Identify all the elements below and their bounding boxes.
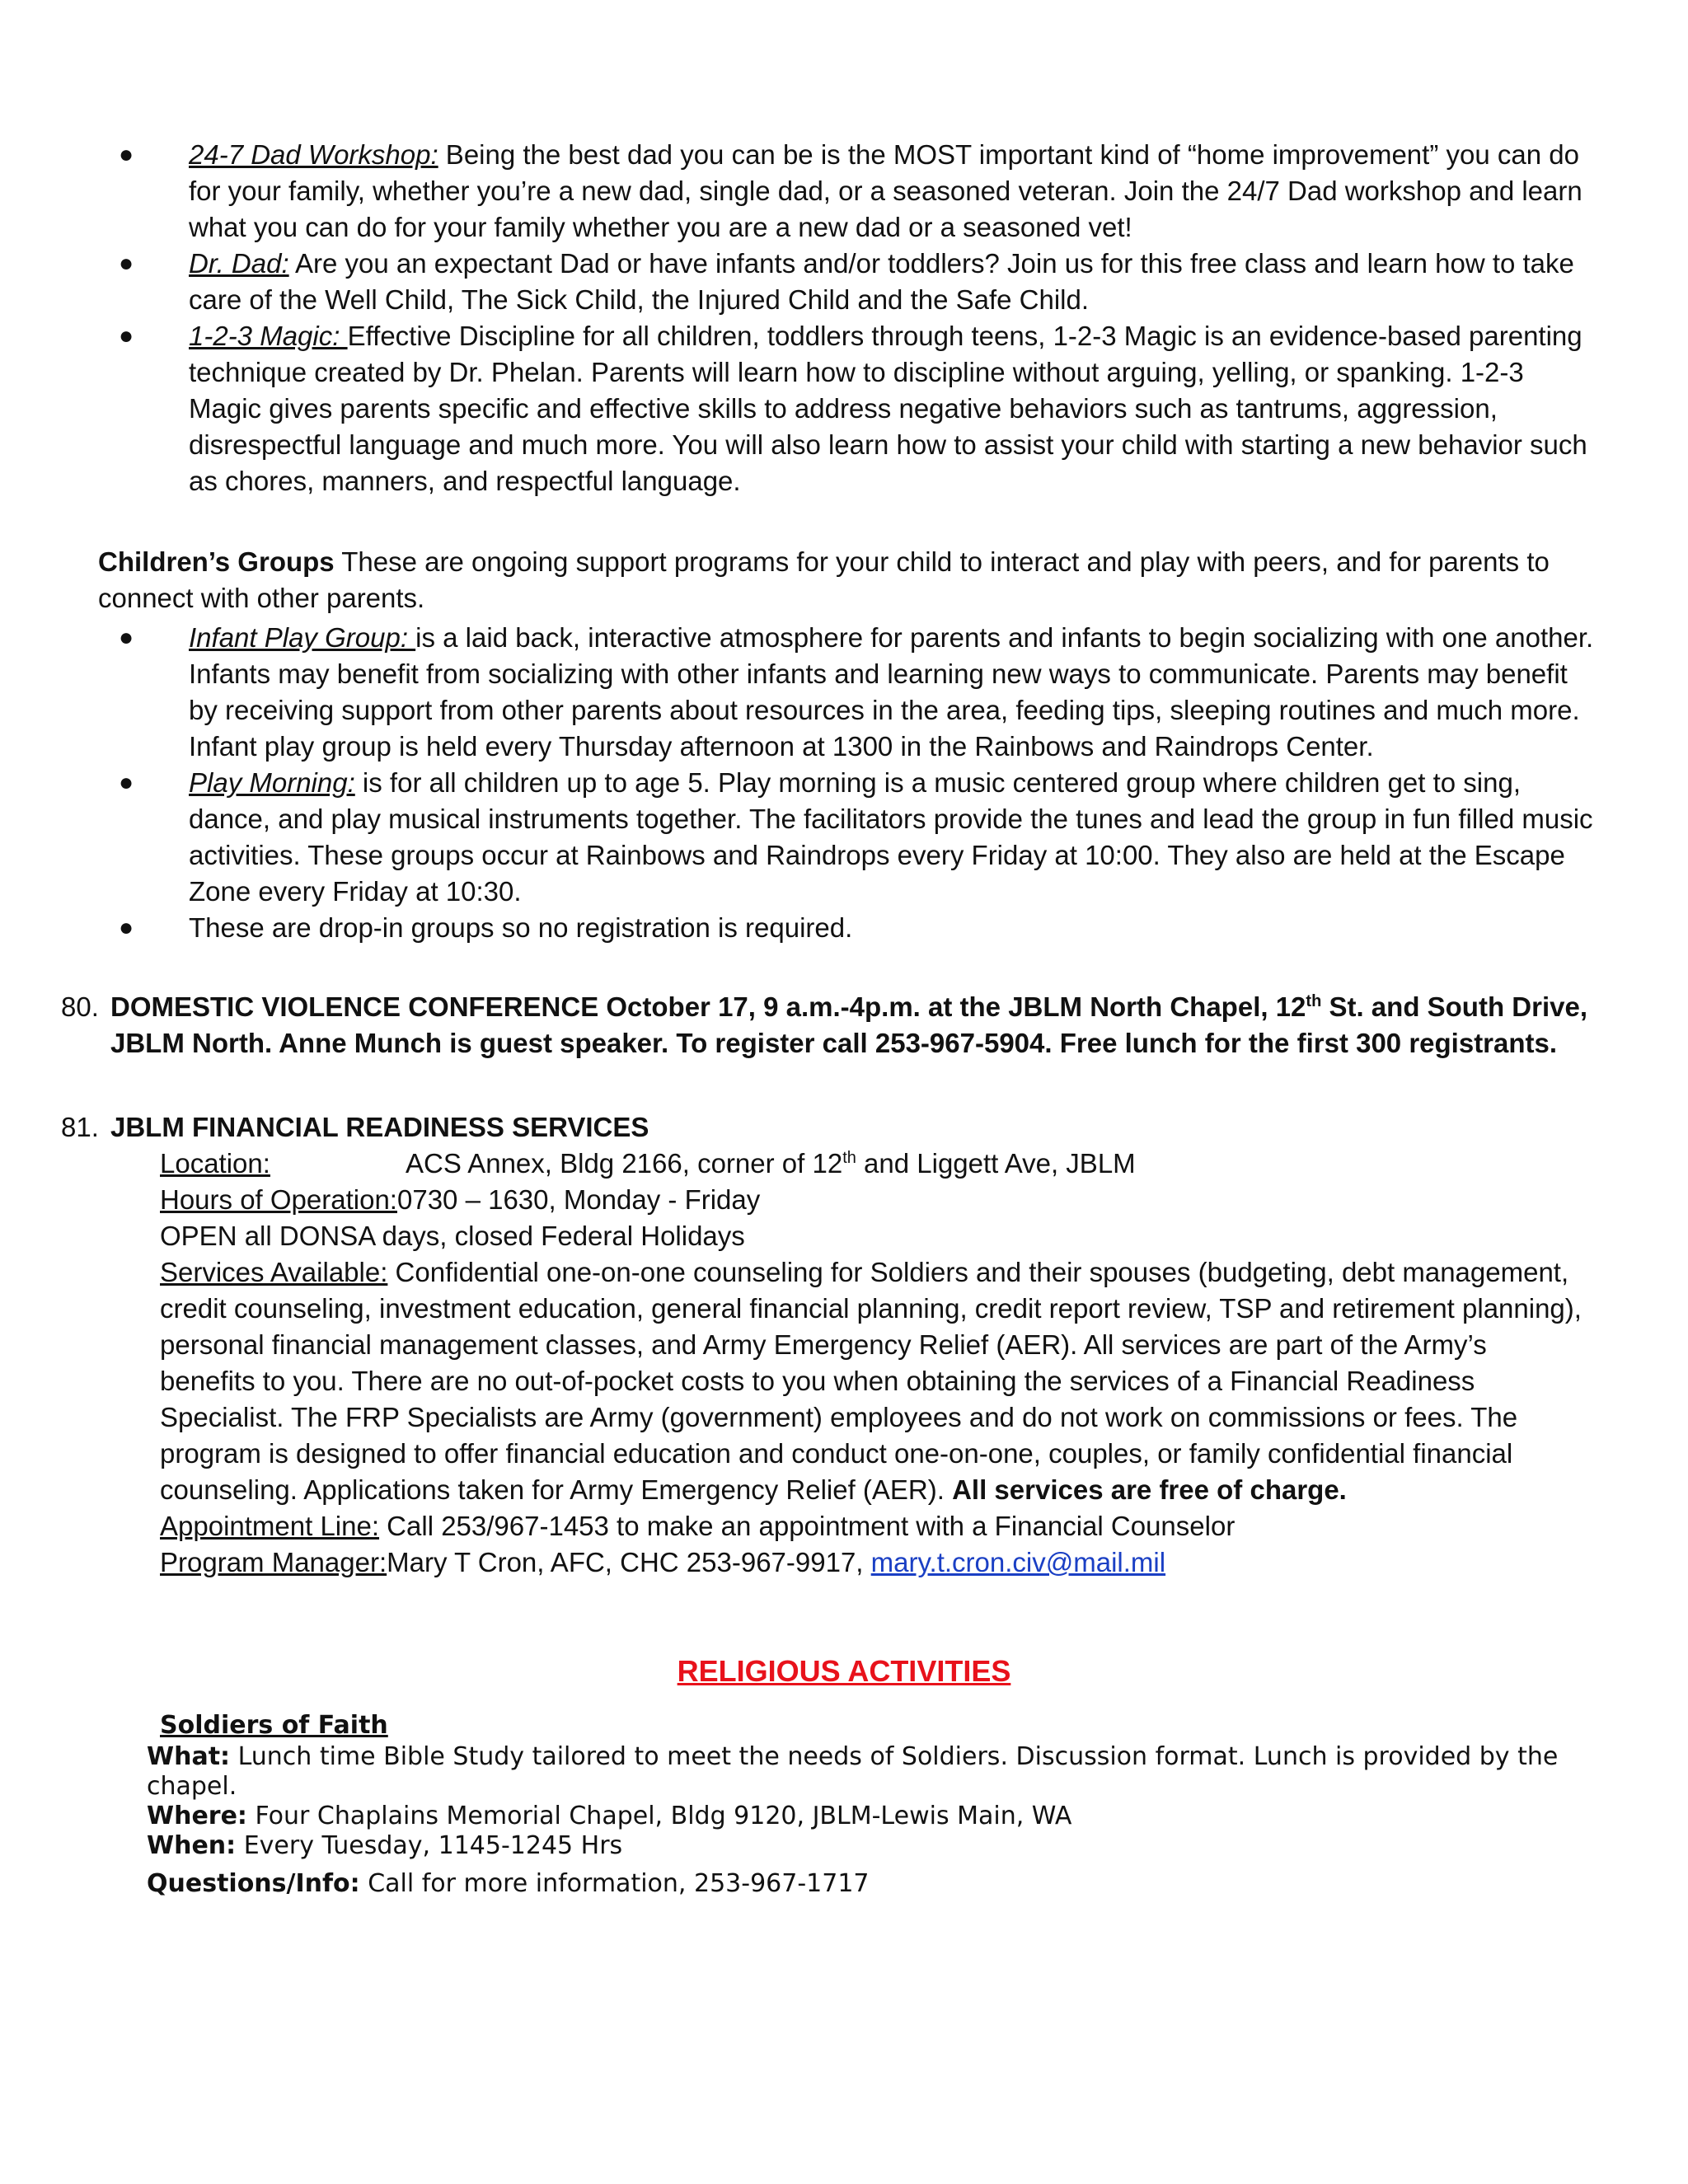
section-heading: Children’s Groups xyxy=(98,546,335,577)
section-intro-text: These are ongoing support programs for your child to interact and play with peers, and for parents to connect with other parents. xyxy=(98,546,1550,613)
childrens-groups-list xyxy=(119,620,1594,946)
group-title: Play Morning: xyxy=(189,767,355,798)
list-item xyxy=(119,318,1594,499)
program-title: Dr. Dad: xyxy=(189,248,289,279)
item-81-title: JBLM FINANCIAL READINESS SERVICES xyxy=(110,1112,649,1142)
questions-label: Questions/Info: xyxy=(147,1869,360,1898)
where-line xyxy=(147,1802,1581,1831)
numbered-item-80 xyxy=(61,989,1602,1062)
when-line xyxy=(147,1831,1581,1861)
bullet-icon: ● xyxy=(119,322,134,349)
bullet-icon: ● xyxy=(119,250,134,277)
manager-label: Program Manager: xyxy=(160,1547,387,1577)
bullet-icon: ● xyxy=(119,624,134,651)
services-paragraph xyxy=(160,1254,1586,1508)
group-description: is for all children up to age 5. Play morning is a music centered group where children get to sing, dance, and play musical instruments together. The facilitators provide the tunes and lead the group in fun filled music activities. These groups occur at Rainbows and Raindrops every Friday at 10:00. They also are held at the Escape Zone every Friday at 10:30. xyxy=(189,767,1593,907)
appointment-label: Appointment Line: xyxy=(160,1511,380,1541)
group-title: Soldiers of Faith xyxy=(160,1711,388,1740)
what-text: Lunch time Bible Study tailored to meet the needs of Soldiers. Discussion format. Lunch is provided by the chapel. xyxy=(147,1742,1559,1801)
location-value-a: ACS Annex, Bldg 2166, corner of 12 xyxy=(406,1148,843,1179)
group-title: Infant Play Group: xyxy=(189,622,416,653)
what-label: What: xyxy=(147,1742,231,1771)
location-value-b: and Liggett Ave, JBLM xyxy=(856,1148,1136,1179)
list-item xyxy=(119,765,1594,910)
program-title: 1-2-3 Magic: xyxy=(189,321,348,351)
hours-label: Hours of Operation: xyxy=(160,1184,397,1215)
childrens-groups-section xyxy=(98,544,1594,946)
questions-line xyxy=(147,1869,1581,1899)
group-description: These are drop-in groups so no registration is required. xyxy=(189,912,853,943)
services-free-note: All services are free of charge. xyxy=(952,1474,1347,1505)
childrens-groups-intro xyxy=(98,544,1594,616)
hours-row xyxy=(160,1182,1586,1218)
numbered-item-81 xyxy=(61,1109,1602,1581)
item-80-text-part-b: St. and South Drive, JBLM North. Anne Munch is guest speaker. To register call 253-967-5904. Free lunch for the first 300 registrants. xyxy=(110,991,1587,1058)
what-line xyxy=(147,1742,1581,1802)
program-title: 24-7 Dad Workshop: xyxy=(189,139,438,170)
when-text: Every Tuesday, 1145-1245 Hrs xyxy=(236,1831,623,1860)
where-text: Four Chaplains Memorial Chapel, Bldg 9120, JBLM-Lewis Main, WA xyxy=(246,1802,1072,1830)
item-number: 81. xyxy=(61,1112,99,1142)
location-row xyxy=(160,1146,1586,1182)
dad-programs-list xyxy=(119,137,1594,499)
item-80-text xyxy=(110,989,1602,1062)
item-number: 80. xyxy=(61,991,99,1022)
location-value xyxy=(406,1146,1136,1182)
services-text: Confidential one-on-one counseling for Soldiers and their spouses (budgeting, debt management, credit counseling, investment education, general financial planning, credit report review, TSP and retirement planning), personal financial management classes, and Army Emergency Relief (AER). All services are part of the Army’s benefits to you. There are no out-of-pocket costs to you when obtaining the services of a Financial Readiness Specialist. The FRP Specialists are Army (government) employees and do not work on commissions or fees. The program is designed to offer financial education and conduct one-on-one, couples, or family confidential financial counseling. Applications taken for Army Emergency Relief (AER). xyxy=(160,1257,1582,1505)
list-item xyxy=(119,910,1594,946)
dad-programs-section xyxy=(119,137,1594,499)
program-manager-row xyxy=(160,1544,1586,1581)
manager-text: Mary T Cron, AFC, CHC 253-967-9917, xyxy=(387,1547,871,1577)
religious-activities-heading: RELIGIOUS ACTIVITIES xyxy=(677,1654,1011,1688)
bullet-icon: ● xyxy=(119,914,134,941)
questions-text: Call for more information, 253-967-1717 xyxy=(359,1869,870,1898)
list-item xyxy=(119,620,1594,765)
appointment-text: Call 253/967-1453 to make an appointment with a Financial Counselor xyxy=(379,1511,1236,1541)
appointment-row xyxy=(160,1508,1586,1544)
manager-email-link[interactable]: mary.t.cron.civ@mail.mil xyxy=(870,1547,1166,1577)
program-description: Effective Discipline for all children, toddlers through teens, 1-2-3 Magic is an evidence-based parenting technique created by Dr. Phelan. Parents will learn how to discipline without arguing, yelling, or spanking. 1-2-3 Magic gives parents specific and effective skills to address negative behaviors such as tantrums, aggression, disrespectful language and much more. You will also learn how to assist your child with starting a new behavior such as chores, manners, and respectful language. xyxy=(189,321,1587,496)
program-description: Are you an expectant Dad or have infants and/or toddlers? Join us for this free class and learn how to take care of the Well Child, The Sick Child, the Injured Child and the Safe Child. xyxy=(189,248,1574,315)
list-item xyxy=(119,137,1594,246)
item-80-text-part-a: DOMESTIC VIOLENCE CONFERENCE October 17, 9 a.m.-4p.m. at the JBLM North Chapel, 12 xyxy=(110,991,1306,1022)
open-days-line: OPEN all DONSA days, closed Federal Holidays xyxy=(160,1221,745,1251)
when-label: When: xyxy=(147,1831,237,1860)
program-description: Being the best dad you can be is the MOST important kind of “home improvement” you can do for your family, whether you’re a new dad, single dad, or a seasoned veteran. Join the 24/7 Dad workshop and learn what you can do for your family whether you are a new dad or a seasoned vet! xyxy=(189,139,1582,242)
bullet-icon: ● xyxy=(119,141,134,168)
financial-readiness-details xyxy=(160,1146,1586,1581)
hours-value: 0730 – 1630, Monday - Friday xyxy=(396,1184,761,1215)
where-label: Where: xyxy=(147,1802,247,1830)
religious-activities-section xyxy=(147,1711,1581,1899)
superscript: th xyxy=(1306,992,1322,1010)
list-item xyxy=(119,246,1594,318)
superscript: th xyxy=(842,1149,856,1167)
group-description: is a laid back, interactive atmosphere for parents and infants to begin socializing with one another. Infants may benefit from socializing with other infants and learning new ways to communicate. Parents may benefit by receiving support from other parents about resources in the area, feeding tips, sleeping routines and much more. Infant play group is held every Thursday afternoon at 1300 in the Rainbows and Raindrops Center. xyxy=(189,622,1594,762)
location-label: Location: xyxy=(160,1148,270,1179)
services-label: Services Available: xyxy=(160,1257,388,1287)
bullet-icon: ● xyxy=(119,769,134,796)
